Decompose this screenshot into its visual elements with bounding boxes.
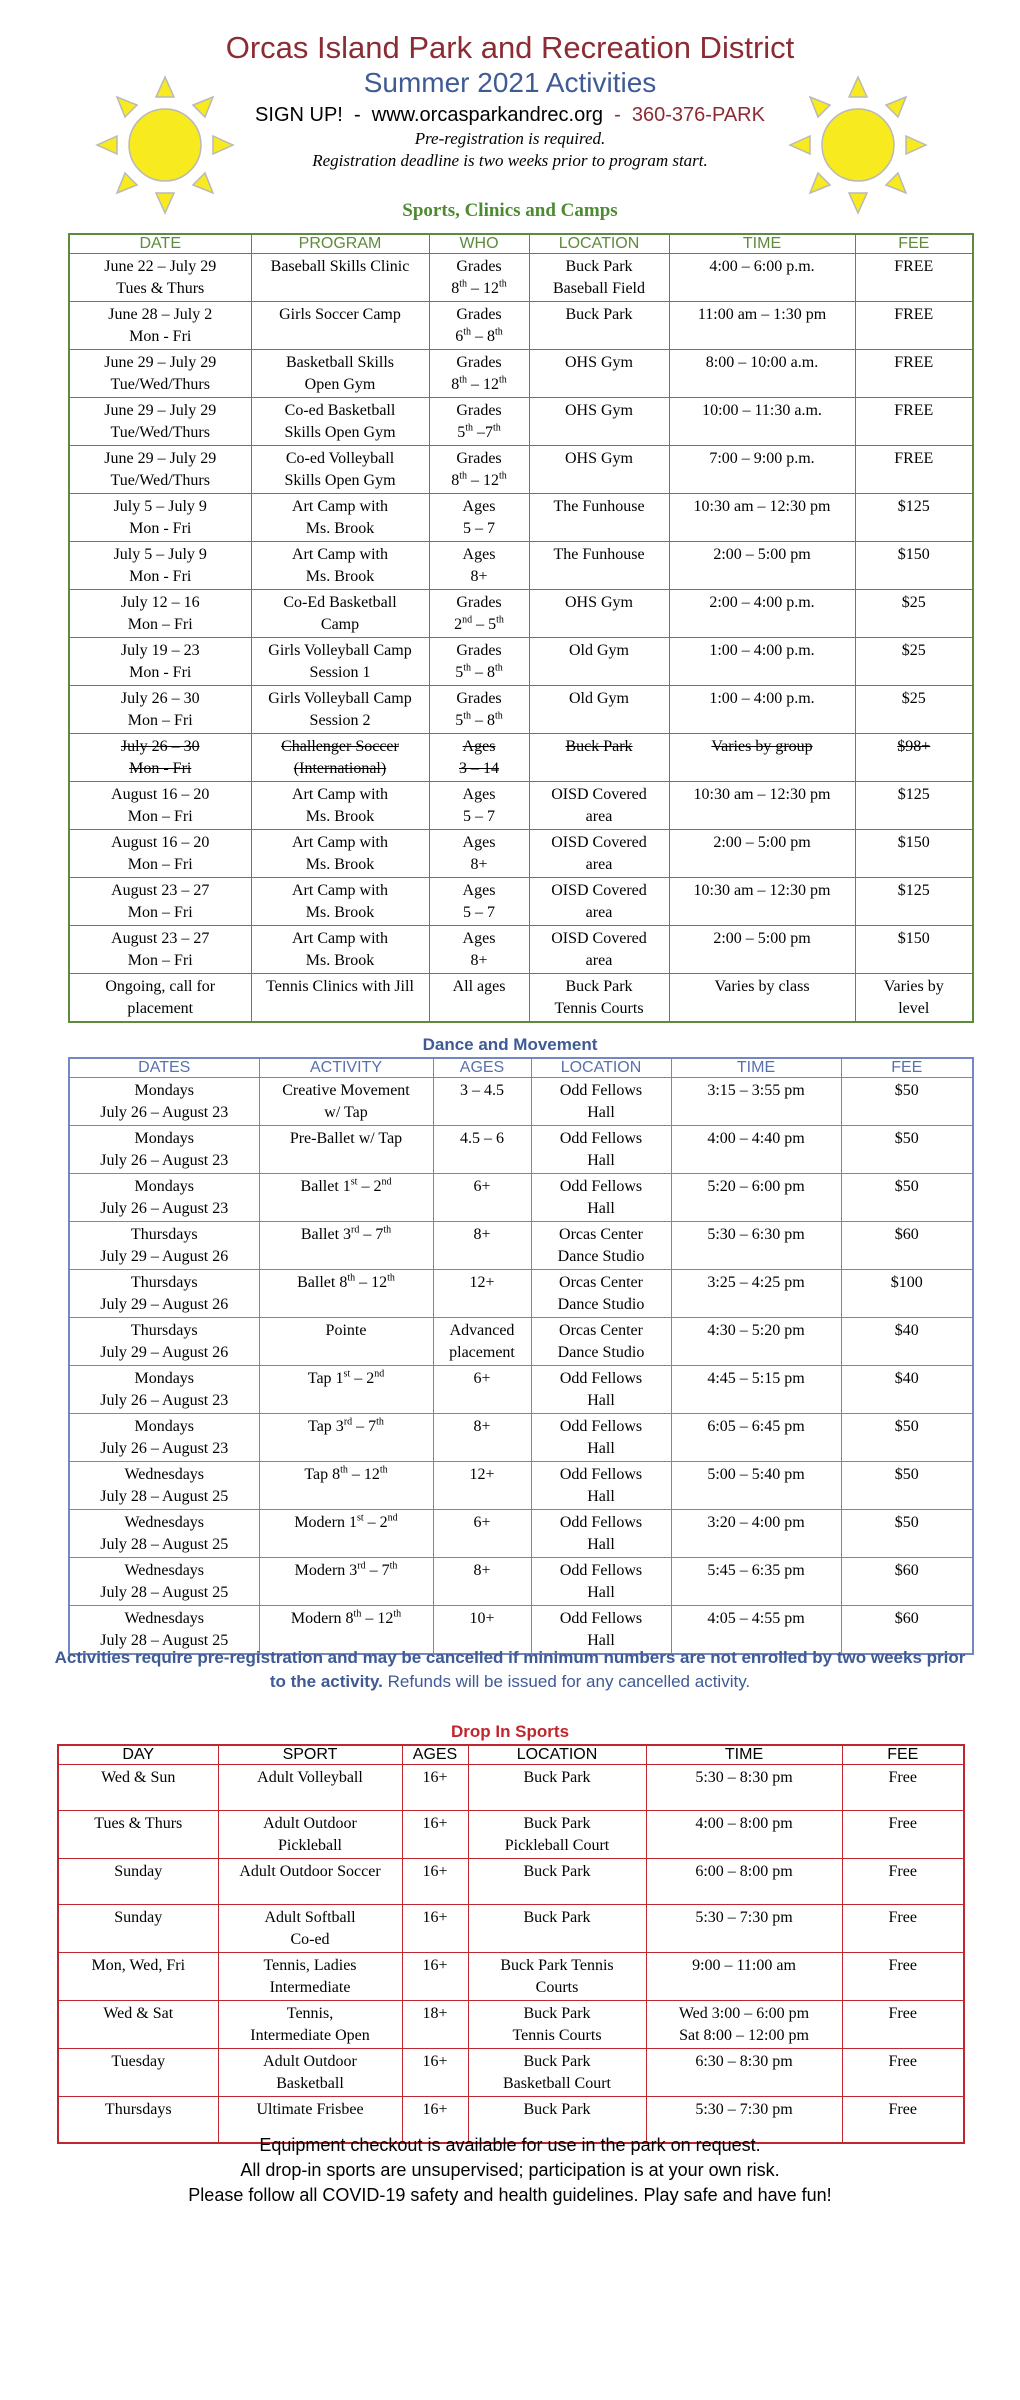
table-row [69,1078,973,1126]
time-cell: 2:00 – 5:00 pm [669,830,855,878]
location-cell: Buck Park [468,1905,646,1953]
day-cell: Wed & Sat [58,2001,218,2049]
fee-cell: $25 [855,638,973,686]
fee-cell: $125 [855,782,973,830]
location-cell: The Funhouse [529,494,669,542]
time-cell: 2:00 – 5:00 pm [669,926,855,974]
website-link[interactable]: www.orcasparkandrec.org [371,104,603,126]
sport-cell: Adult Softball Co-ed [218,1905,402,1953]
table-row [69,398,973,446]
who-cell: Ages 5 – 7 [429,782,529,830]
program-cell: Girls Volleyball Camp Session 2 [251,686,429,734]
activity-cell: Creative Movement w/ Tap [259,1078,433,1126]
time-cell: 2:00 – 4:00 p.m. [669,590,855,638]
fee-cell: Varies by level [855,974,973,1023]
activity-cell: Ballet 8th – 12th [259,1270,433,1318]
time-cell: Varies by class [669,974,855,1023]
location-cell: OISD Covered area [529,926,669,974]
fee-cell: $98+ [855,734,973,782]
table-row [69,446,973,494]
table-row [69,926,973,974]
dates-cell: Thursdays July 29 – August 26 [69,1318,259,1366]
date-cell: August 16 – 20 Mon – Fri [69,782,251,830]
location-cell: Buck Park Tennis Courts [468,2001,646,2049]
table-row [58,2001,964,2049]
fee-cell: $50 [841,1126,973,1174]
fee-cell: FREE [855,398,973,446]
time-cell: 10:00 – 11:30 a.m. [669,398,855,446]
fee-cell: FREE [855,302,973,350]
time-cell: 5:20 – 6:00 pm [671,1174,841,1222]
program-cell: Art Camp with Ms. Brook [251,926,429,974]
location-cell: Buck Park [468,1859,646,1905]
program-cell: Art Camp with Ms. Brook [251,830,429,878]
date-cell: June 28 – July 2 Mon - Fri [69,302,251,350]
ages-cell: 16+ [402,1905,468,1953]
sun-icon [95,75,235,215]
location-cell: Old Gym [529,638,669,686]
location-cell: Buck Park [468,1765,646,1811]
location-cell: Old Gym [529,686,669,734]
column-header: WHO [429,234,529,254]
table-row [69,1222,973,1270]
dance-note [50,1646,970,1694]
time-cell: 5:30 – 6:30 pm [671,1222,841,1270]
time-cell: 9:00 – 11:00 am [646,1953,842,2001]
column-header: FEE [841,1058,973,1078]
table-row [69,1126,973,1174]
ages-cell: Advanced placement [433,1318,531,1366]
time-cell: 3:15 – 3:55 pm [671,1078,841,1126]
separator: - [614,104,621,126]
dates-cell: Wednesdays July 28 – August 25 [69,1462,259,1510]
program-cell: Co-ed Volleyball Skills Open Gym [251,446,429,494]
fee-cell: $150 [855,830,973,878]
time-cell: 5:00 – 5:40 pm [671,1462,841,1510]
table-row [69,350,973,398]
ages-cell: 8+ [433,1558,531,1606]
signup-prefix: SIGN UP! [255,104,343,126]
dates-cell: Mondays July 26 – August 23 [69,1414,259,1462]
dates-cell: Thursdays July 29 – August 26 [69,1222,259,1270]
date-cell: Ongoing, call for placement [69,974,251,1023]
table-row [58,1953,964,2001]
fee-cell: $25 [855,590,973,638]
who-cell: Grades 5th –7th [429,398,529,446]
ages-cell: 16+ [402,2049,468,2097]
table-row-cancelled [69,734,973,782]
date-cell: July 12 – 16 Mon – Fri [69,590,251,638]
ages-cell: 4.5 – 6 [433,1126,531,1174]
separator: - [353,104,361,126]
sport-cell: Adult Outdoor Basketball [218,2049,402,2097]
fee-cell: Free [842,2049,964,2097]
table-row [69,974,973,1023]
table-row [69,1318,973,1366]
ages-cell: 6+ [433,1174,531,1222]
ages-cell: 12+ [433,1270,531,1318]
time-cell: 10:30 am – 12:30 pm [669,782,855,830]
fee-cell: $25 [855,686,973,734]
time-cell: 4:05 – 4:55 pm [671,1606,841,1655]
activity-cell: Tap 1st – 2nd [259,1366,433,1414]
day-cell: Sunday [58,1859,218,1905]
fee-cell: $50 [841,1462,973,1510]
time-cell: Wed 3:00 – 6:00 pm Sat 8:00 – 12:00 pm [646,2001,842,2049]
table-row [58,1765,964,1811]
sport-cell: Ultimate Frisbee [218,2097,402,2143]
column-header: FEE [842,1745,964,1765]
table-row [69,1510,973,1558]
table-row [69,1558,973,1606]
date-cell: August 23 – 27 Mon – Fri [69,926,251,974]
activity-cell: Ballet 3rd – 7th [259,1222,433,1270]
fee-cell: $40 [841,1318,973,1366]
ages-cell: 16+ [402,1811,468,1859]
location-cell: Odd Fellows Hall [531,1510,671,1558]
fee-cell: FREE [855,254,973,302]
who-cell: Ages 8+ [429,830,529,878]
location-cell: OHS Gym [529,446,669,494]
location-cell: Orcas Center Dance Studio [531,1270,671,1318]
date-cell: July 19 – 23 Mon - Fri [69,638,251,686]
sport-cell: Tennis, Ladies Intermediate [218,1953,402,2001]
fee-cell: FREE [855,350,973,398]
location-cell: Buck Park Tennis Courts [468,1953,646,2001]
fee-cell: $50 [841,1414,973,1462]
activity-cell: Pointe [259,1318,433,1366]
column-header: ACTIVITY [259,1058,433,1078]
location-cell: OHS Gym [529,590,669,638]
program-cell: Challenger Soccer (International) [251,734,429,782]
who-cell: Grades 8th – 12th [429,254,529,302]
date-cell: August 23 – 27 Mon – Fri [69,878,251,926]
dance-note-refund: Refunds will be issued for any cancelled activity. [387,1672,751,1691]
fee-cell: $50 [841,1174,973,1222]
table-row [69,1174,973,1222]
who-cell: Grades 2nd – 5th [429,590,529,638]
fee-cell: $150 [855,926,973,974]
dance-note-bold: Activities require pre-registration and may be cancelled if minimum numbers are not enrolled by two weeks prior to the activity. [54,1648,966,1691]
location-cell: Buck Park [468,2097,646,2143]
table-row [69,254,973,302]
dropin-table [57,1744,965,2144]
table-row [58,1811,964,1859]
who-cell: All ages [429,974,529,1023]
ages-cell: 8+ [433,1414,531,1462]
preregistration-note: Pre-registration is required. [414,129,606,148]
fee-cell: $125 [855,494,973,542]
day-cell: Wed & Sun [58,1765,218,1811]
column-header: AGES [433,1058,531,1078]
sport-cell: Adult Volleyball [218,1765,402,1811]
location-cell: Odd Fellows Hall [531,1126,671,1174]
date-cell: July 26 – 30 Mon – Fri [69,686,251,734]
sports-section-title: Sports, Clinics and Camps [402,200,618,221]
table-row [69,590,973,638]
location-cell: OISD Covered area [529,830,669,878]
program-cell: Co-ed Basketball Skills Open Gym [251,398,429,446]
who-cell: Ages 5 – 7 [429,494,529,542]
column-header: TIME [671,1058,841,1078]
who-cell: Ages 8+ [429,926,529,974]
location-cell: Buck Park Baseball Field [529,254,669,302]
dropin-section-title: Drop In Sports [450,1722,570,1741]
date-cell: August 16 – 20 Mon – Fri [69,830,251,878]
location-cell: Odd Fellows Hall [531,1606,671,1655]
time-cell: 5:45 – 6:35 pm [671,1558,841,1606]
time-cell: 3:20 – 4:00 pm [671,1510,841,1558]
dates-cell: Thursdays July 29 – August 26 [69,1270,259,1318]
table-row [69,1270,973,1318]
location-cell: The Funhouse [529,542,669,590]
date-cell: July 5 – July 9 Mon - Fri [69,542,251,590]
time-cell: 4:00 – 6:00 p.m. [669,254,855,302]
program-cell: Art Camp with Ms. Brook [251,542,429,590]
fee-cell: $60 [841,1222,973,1270]
sports-table [68,233,974,1023]
footer-line: Please follow all COVID-19 safety and health guidelines. Play safe and have fun! [188,2185,832,2205]
fee-cell: Free [842,1905,964,1953]
deadline-note: Registration deadline is two weeks prior to program start. [312,151,708,170]
fee-cell: $50 [841,1078,973,1126]
fee-cell: Free [842,1859,964,1905]
who-cell: Grades 5th – 8th [429,686,529,734]
fee-cell: $100 [841,1270,973,1318]
who-cell: Ages 5 – 7 [429,878,529,926]
program-cell: Art Camp with Ms. Brook [251,494,429,542]
program-cell: Co-Ed Basketball Camp [251,590,429,638]
table-row [58,2049,964,2097]
column-header: DATES [69,1058,259,1078]
table-row [69,542,973,590]
location-cell: OISD Covered area [529,878,669,926]
dates-cell: Mondays July 26 – August 23 [69,1174,259,1222]
table-header-row [69,1058,973,1078]
sport-cell: Tennis, Intermediate Open [218,2001,402,2049]
location-cell: Odd Fellows Hall [531,1366,671,1414]
date-cell: June 22 – July 29 Tues & Thurs [69,254,251,302]
time-cell: 1:00 – 4:00 p.m. [669,638,855,686]
dates-cell: Wednesdays July 28 – August 25 [69,1606,259,1655]
time-cell: 3:25 – 4:25 pm [671,1270,841,1318]
table-header-row [58,1745,964,1765]
date-cell: July 26 – 30 Mon - Fri [69,734,251,782]
time-cell: 6:30 – 8:30 pm [646,2049,842,2097]
location-cell: Buck Park [529,734,669,782]
program-cell: Girls Volleyball Camp Session 1 [251,638,429,686]
program-cell: Girls Soccer Camp [251,302,429,350]
activity-cell: Modern 3rd – 7th [259,1558,433,1606]
table-row [58,1905,964,1953]
time-cell: 7:00 – 9:00 p.m. [669,446,855,494]
dance-table [68,1057,974,1655]
table-row [69,782,973,830]
time-cell: 4:45 – 5:15 pm [671,1366,841,1414]
day-cell: Mon, Wed, Fri [58,1953,218,2001]
who-cell: Ages 8+ [429,542,529,590]
fee-cell: $60 [841,1558,973,1606]
who-cell: Grades 6th – 8th [429,302,529,350]
column-header: DATE [69,234,251,254]
date-cell: July 5 – July 9 Mon - Fri [69,494,251,542]
location-cell: Odd Fellows Hall [531,1558,671,1606]
location-cell: Buck Park Pickleball Court [468,1811,646,1859]
sun-icon [788,75,928,215]
time-cell: 1:00 – 4:00 p.m. [669,686,855,734]
activity-cell: Tap 8th – 12th [259,1462,433,1510]
column-header: LOCATION [529,234,669,254]
fee-cell: Free [842,1765,964,1811]
phone-number: 360-376-PARK [631,104,765,126]
table-row [69,878,973,926]
time-cell: 8:00 – 10:00 a.m. [669,350,855,398]
day-cell: Tues & Thurs [58,1811,218,1859]
column-header: DAY [58,1745,218,1765]
column-header: LOCATION [468,1745,646,1765]
program-cell: Basketball Skills Open Gym [251,350,429,398]
activity-cell: Tap 3rd – 7th [259,1414,433,1462]
location-cell: Buck Park Tennis Courts [529,974,669,1023]
ages-cell: 6+ [433,1366,531,1414]
location-cell: Orcas Center Dance Studio [531,1222,671,1270]
dates-cell: Wednesdays July 28 – August 25 [69,1558,259,1606]
time-cell: 4:00 – 8:00 pm [646,1811,842,1859]
ages-cell: 16+ [402,2097,468,2143]
ages-cell: 3 – 4.5 [433,1078,531,1126]
dates-cell: Mondays July 26 – August 23 [69,1078,259,1126]
table-row [58,1859,964,1905]
dance-section-title: Dance and Movement [422,1035,598,1054]
fee-cell: Free [842,2097,964,2143]
location-cell: OHS Gym [529,398,669,446]
ages-cell: 16+ [402,1859,468,1905]
location-cell: Odd Fellows Hall [531,1414,671,1462]
time-cell: 11:00 am – 1:30 pm [669,302,855,350]
dates-cell: Wednesdays July 28 – August 25 [69,1510,259,1558]
column-header: AGES [402,1745,468,1765]
column-header: TIME [669,234,855,254]
column-header: TIME [646,1745,842,1765]
table-row [69,686,973,734]
location-cell: Orcas Center Dance Studio [531,1318,671,1366]
time-cell: 5:30 – 7:30 pm [646,2097,842,2143]
time-cell: 5:30 – 8:30 pm [646,1765,842,1811]
page-subtitle: Summer 2021 Activities [363,67,657,98]
ages-cell: 16+ [402,1765,468,1811]
table-row [69,1462,973,1510]
time-cell: 2:00 – 5:00 pm [669,542,855,590]
time-cell: Varies by group [669,734,855,782]
day-cell: Sunday [58,1905,218,1953]
activity-cell: Modern 8th – 12th [259,1606,433,1655]
date-cell: June 29 – July 29 Tue/Wed/Thurs [69,446,251,494]
column-header: LOCATION [531,1058,671,1078]
table-row [69,302,973,350]
fee-cell: $60 [841,1606,973,1655]
fee-cell: Free [842,1953,964,2001]
who-cell: Grades 8th – 12th [429,350,529,398]
table-row [69,1414,973,1462]
footer-line: All drop-in sports are unsupervised; participation is at your own risk. [240,2160,780,2180]
location-cell: OISD Covered area [529,782,669,830]
program-cell: Art Camp with Ms. Brook [251,782,429,830]
who-cell: Grades 5th – 8th [429,638,529,686]
time-cell: 4:00 – 4:40 pm [671,1126,841,1174]
location-cell: OHS Gym [529,350,669,398]
day-cell: Thursdays [58,2097,218,2143]
dates-cell: Mondays July 26 – August 23 [69,1126,259,1174]
fee-cell: $150 [855,542,973,590]
table-row [69,1366,973,1414]
dates-cell: Mondays July 26 – August 23 [69,1366,259,1414]
ages-cell: 10+ [433,1606,531,1655]
time-cell: 10:30 am – 12:30 pm [669,494,855,542]
table-row [69,830,973,878]
who-cell: Ages 3 – 14 [429,734,529,782]
sport-cell: Adult Outdoor Soccer [218,1859,402,1905]
program-cell: Tennis Clinics with Jill [251,974,429,1023]
activity-cell: Modern 1st – 2nd [259,1510,433,1558]
activity-cell: Ballet 1st – 2nd [259,1174,433,1222]
date-cell: June 29 – July 29 Tue/Wed/Thurs [69,350,251,398]
table-header-row [69,234,973,254]
fee-cell: Free [842,2001,964,2049]
time-cell: 10:30 am – 12:30 pm [669,878,855,926]
program-cell: Art Camp with Ms. Brook [251,878,429,926]
time-cell: 6:00 – 8:00 pm [646,1859,842,1905]
program-cell: Baseball Skills Clinic [251,254,429,302]
date-cell: June 29 – July 29 Tue/Wed/Thurs [69,398,251,446]
ages-cell: 12+ [433,1462,531,1510]
day-cell: Tuesday [58,2049,218,2097]
fee-cell: $50 [841,1510,973,1558]
fee-cell: $125 [855,878,973,926]
column-header: PROGRAM [251,234,429,254]
fee-cell: Free [842,1811,964,1859]
location-cell: Odd Fellows Hall [531,1174,671,1222]
fee-cell: FREE [855,446,973,494]
footer-line: Equipment checkout is available for use in the park on request. [259,2135,761,2155]
sport-cell: Adult Outdoor Pickleball [218,1811,402,1859]
footer [0,2133,1020,2208]
time-cell: 6:05 – 6:45 pm [671,1414,841,1462]
ages-cell: 18+ [402,2001,468,2049]
fee-cell: $40 [841,1366,973,1414]
page-title: Orcas Island Park and Recreation District [225,30,795,65]
who-cell: Grades 8th – 12th [429,446,529,494]
ages-cell: 8+ [433,1222,531,1270]
column-header: FEE [855,234,973,254]
location-cell: Odd Fellows Hall [531,1078,671,1126]
location-cell: Buck Park Basketball Court [468,2049,646,2097]
ages-cell: 16+ [402,1953,468,2001]
location-cell: Odd Fellows Hall [531,1462,671,1510]
time-cell: 5:30 – 7:30 pm [646,1905,842,1953]
activity-cell: Pre-Ballet w/ Tap [259,1126,433,1174]
table-row [69,494,973,542]
ages-cell: 6+ [433,1510,531,1558]
location-cell: Buck Park [529,302,669,350]
time-cell: 4:30 – 5:20 pm [671,1318,841,1366]
table-row [69,638,973,686]
column-header: SPORT [218,1745,402,1765]
